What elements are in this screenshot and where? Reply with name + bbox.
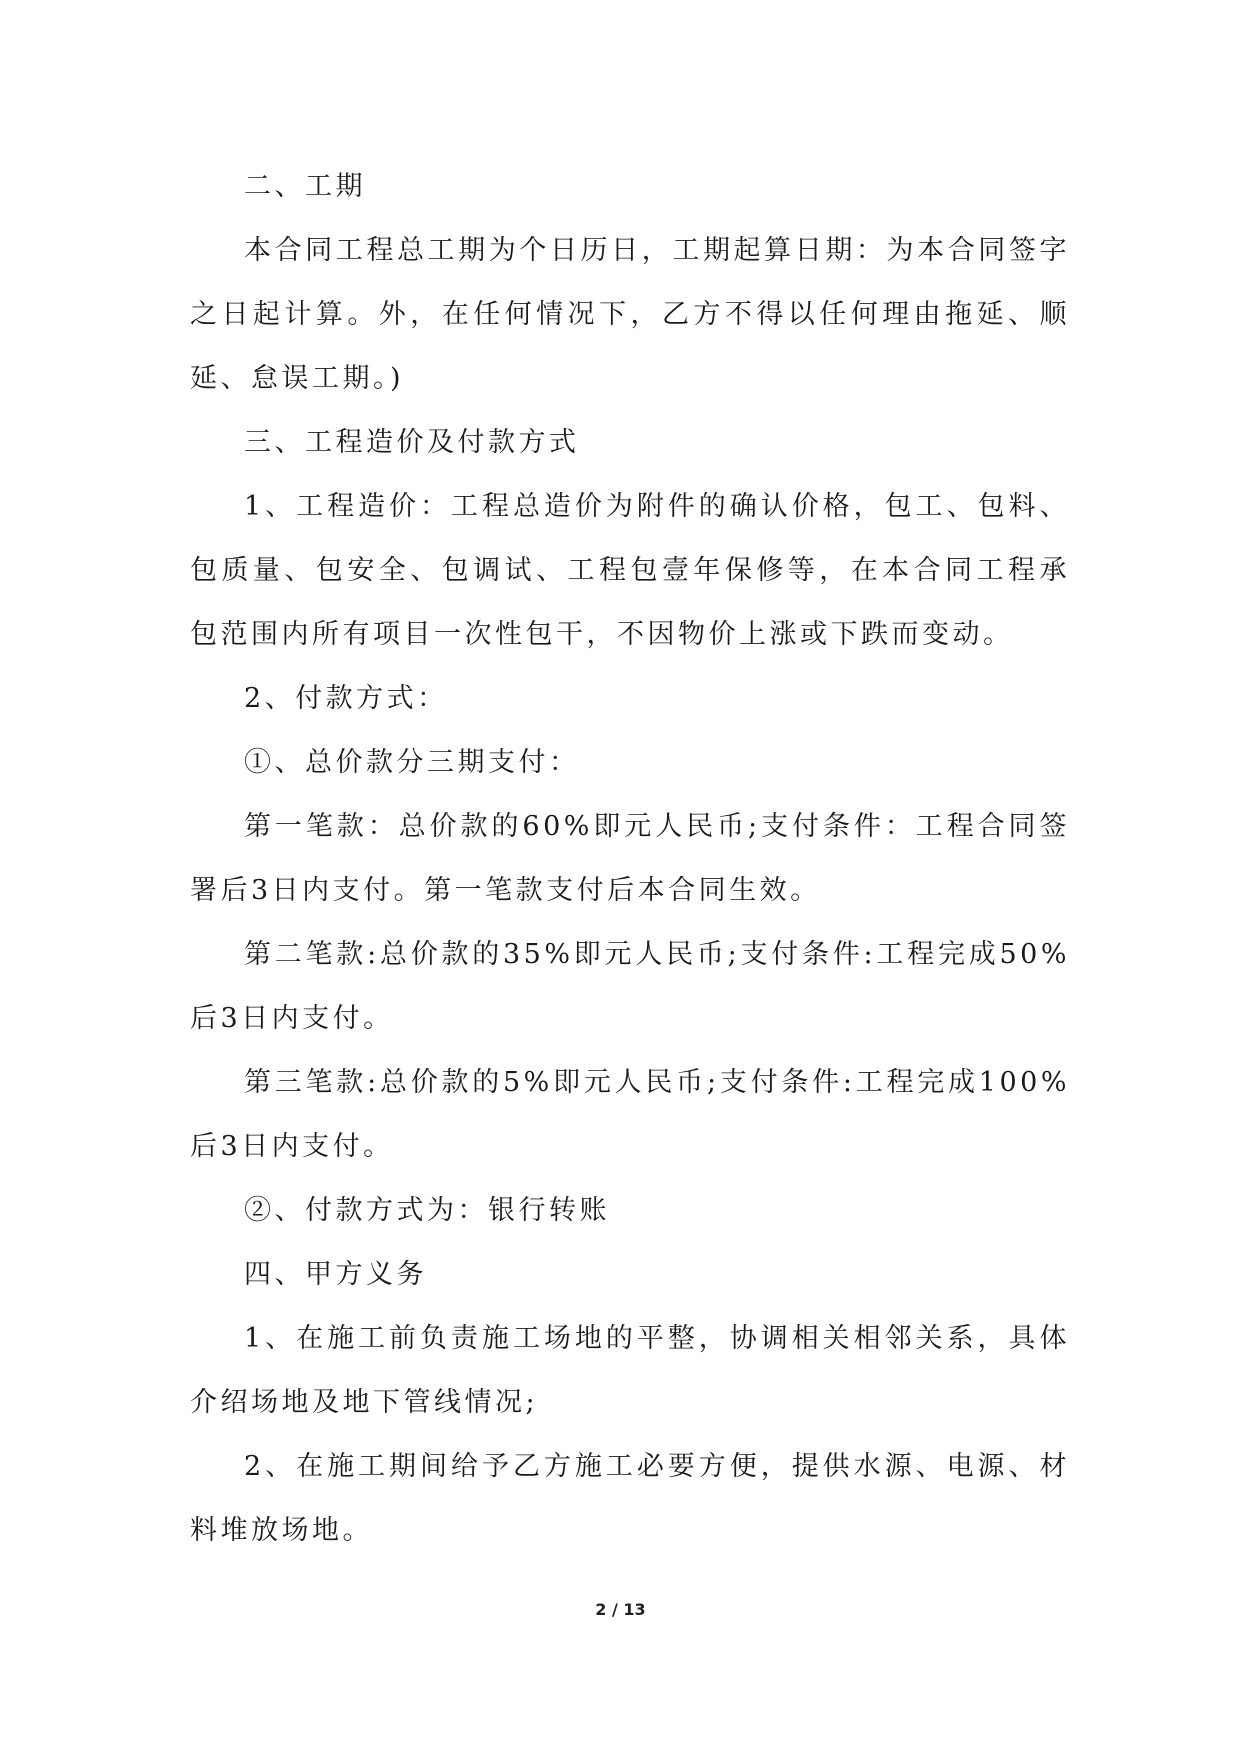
page-number: 2 / 13 (595, 1600, 646, 1619)
paragraph-installments: ①、总价款分三期支付： (244, 747, 580, 778)
section-heading-price-payment: 三、工程造价及付款方式 (244, 427, 580, 458)
paragraph-payment-method-heading: 2、付款方式： (244, 683, 448, 714)
paragraph-obligation-2: 2、在施工期间给予乙方施工必要方便，提供水源、电源、材料堆放场地。 (190, 1451, 1070, 1546)
paragraph-second-payment: 第二笔款:总价款的35%即元人民币;支付条件:工程完成50%后3日内支付。 (190, 939, 1071, 1034)
section-heading-party-a-obligations: 四、甲方义务 (244, 1259, 427, 1290)
paragraph-first-payment: 第一笔款：总价款的60%即元人民币;支付条件：工程合同签署后3日内支付。第一笔款支付后本合同生效。 (190, 811, 1070, 906)
paragraph-bank-transfer: ②、付款方式为：银行转账 (244, 1195, 610, 1226)
document-body (190, 155, 1070, 1563)
paragraph-obligation-1: 1、在施工前负责施工场地的平整，协调相关相邻关系，具体介绍场地及地下管线情况; (190, 1323, 1070, 1418)
section-heading-schedule: 二、工期 (244, 171, 366, 202)
paragraph-project-price: 1、工程造价：工程总造价为附件的确认价格，包工、包料、包质量、包安全、包调试、工程包壹年保修等，在本合同工程承包范围内所有项目一次性包干，不因物价上涨或下跌而变动。 (190, 491, 1070, 650)
paragraph-schedule-terms: 本合同工程总工期为个日历日，工期起算日期：为本合同签字之日起计算。外，在任何情况下，乙方不得以任何理由拖延、顺延、怠误工期。) (190, 235, 1070, 394)
paragraph-third-payment: 第三笔款:总价款的5%即元人民币;支付条件:工程完成100%后3日内支付。 (190, 1067, 1071, 1162)
